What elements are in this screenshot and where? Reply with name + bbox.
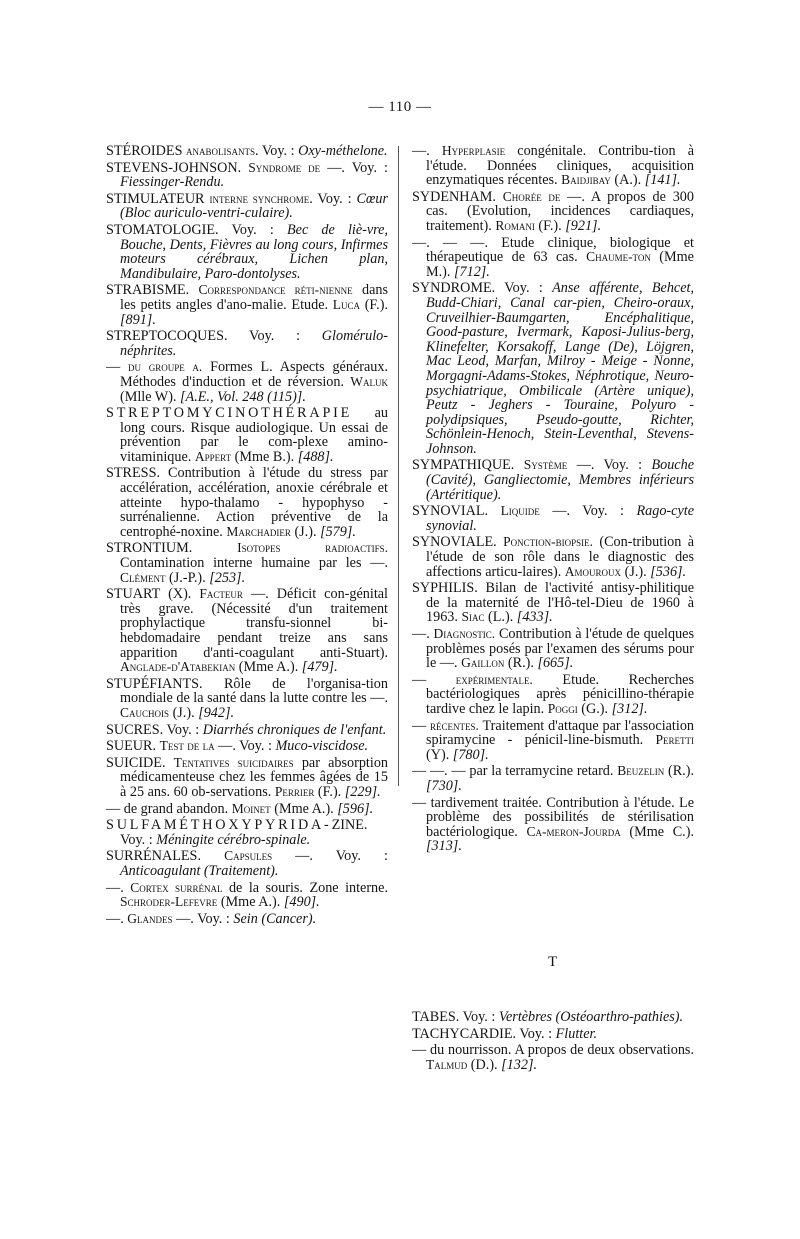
entry-text: SUEUR. [106,738,160,755]
entry-text: —. Voy. : [272,848,388,865]
index-entry [106,541,388,585]
entry-subterm: Isotopes radioactifs. [237,540,388,556]
entry-text: . Voy. : [255,143,299,159]
entry-text: SYNDROME. Voy. : [412,280,553,297]
entry-text: —. [106,879,131,896]
entry-text: — [412,717,431,734]
index-entry [106,329,388,358]
entry-text: Etude. Recherches bactériologiques après pénicillino-thérapie tardive chez le lapin. [426,671,694,717]
entry-reference-italic: Rago-cyte synovial. [426,503,694,534]
entry-text: (Con-tribution à l'étude de son rôle dans le diagnostic des affections articu-laires). [426,534,694,580]
index-entry [412,190,694,234]
entry-reference-italic: [433]. [516,609,553,626]
index-entry [106,406,388,464]
index-entry [106,360,388,404]
entry-reference-italic: [132]. [501,1056,538,1073]
entry-text: STREPTOCOQUES. Voy. : [106,328,322,345]
entry-text: (Mme B.). [231,448,298,465]
entry-text: (Mme A.). [235,659,302,676]
entry-text: (F.). [534,217,566,234]
entry-text: Traitement d'attaque par l'association spiramycine - pénicil-line-bismuth. [426,717,695,749]
entry-text: SYMPATHIQUE. [412,457,524,474]
index-column-right [412,144,694,856]
entry-text: SYNOVIALE. [412,534,504,551]
index-entry [106,466,388,539]
entry-subterm: Syndrome de [248,159,321,175]
entry-text: —. Voy. : [320,159,388,176]
index-entry [106,192,388,221]
entry-subterm: du groupe a. [128,359,203,375]
entry-text: —. Voy. : [539,503,637,520]
index-entry [106,912,388,927]
entry-reference-italic: Oxy-méthelone. [298,143,388,159]
index-entry [106,881,388,910]
entry-text: (R.). [504,655,538,672]
entry-reference-italic: Muco-viscidose. [275,738,369,755]
entry-text: STREPTOMYCINOTHÉRAPIE [106,405,353,422]
entry-subterm: Capsules [224,848,273,864]
page-number: — 110 — [368,99,432,115]
entry-subterm: Ca-meron-Jourda [526,823,621,839]
entry-text: (J.). [621,563,651,580]
entry-subterm: Siac [461,609,485,625]
entry-reference-italic: [229]. [344,783,381,800]
entry-text: SURRÉNALES. [106,848,225,865]
entry-subterm: Beuzelin [617,763,665,779]
entry-reference-italic: Fiessinger-Rendu. [120,174,225,191]
entry-text: STRESS. Contribution à l'étude du stress par accélération, accélération, anoxie cérébrale et atteinte hypo-thalamo - hypophyso - surrénalienne. Action préventive de la centrophé-noxine. [106,465,388,540]
entry-text: STEVENS-JOHNSON. [106,159,249,176]
entry-reference-italic: [921]. [565,217,602,234]
entry-text: STUPÉFIANTS. Rôle de l'organisa-tion mondiale de la santé dans la lutte contre les —. [106,675,388,707]
entry-subterm: Cortex surrénal [130,879,223,895]
entry-text: SUCRES. Voy. : [106,721,203,738]
entry-subterm: Anglade-d'Atabekian [120,659,236,675]
entry-text: —. [412,626,434,642]
entry-subterm: Romani [495,217,535,233]
entry-subterm: Chorée de [502,188,561,204]
entry-text: — du nourrisson. A propos de deux observations. [412,1042,694,1059]
entry-subterm: expérimentale. [455,671,533,687]
index-entry [412,535,694,579]
entry-reference-italic: [A.E., Vol. 248 (115)]. [180,388,306,405]
entry-text: —. [412,143,442,159]
entry-text: SUICIDE. [106,754,174,771]
entry-text: (D.). [467,1056,502,1073]
entry-reference-italic: [780]. [452,746,489,763]
entry-text: (Y). [426,746,453,763]
index-entry [106,677,388,721]
index-entry [412,236,694,280]
entry-subterm: Peretti [655,732,694,748]
entry-text: congénitale. Contribu-tion à l'étude. Données cliniques, acquisition enzymatiques récentes. [426,143,695,189]
entry-text: SULFAMÉTHOXYPYRIDA- [106,817,332,834]
index-entry [412,458,694,502]
entry-text: (Mlle W). [120,388,181,405]
entry-subterm: Correspondance réti-nienne [198,282,353,298]
entry-text: TABES. Voy. : [412,1009,499,1025]
index-entry [106,223,388,281]
entry-text: Formes L. Aspects généraux. Méthodes d'induction et de réversion. [120,359,389,390]
entry-text: — [412,671,456,688]
entry-reference-italic: [579]. [320,523,356,540]
entry-text: STIMULATEUR [106,190,210,207]
index-entry [412,764,694,793]
index-entry [412,504,694,533]
entry-reference-italic: [141]. [644,172,681,189]
entry-text: —. A propos de 300 cas. (Evolution, incidences cardiaques, traitement). [426,188,694,234]
entry-text: — de grand abandon. [106,800,232,817]
entry-text: (R.). [664,763,694,780]
entry-text: TACHYCARDIE. Voy. : [412,1025,556,1042]
entry-reference-italic: [712]. [453,263,490,280]
index-entry [412,1043,694,1072]
entry-subterm: Hyperplasie [441,143,506,158]
entry-subterm: Liquide [500,503,540,519]
entry-subterm: Perrier [274,783,315,799]
index-entry [106,849,388,878]
entry-text: STRONTIUM. [106,540,238,557]
entry-text: (L.). [484,609,517,626]
entry-reference-italic: Méningite cérébro-spinale. [156,831,311,848]
index-column-right-section-t [412,1010,694,1074]
index-entry [106,587,388,675]
entry-text: —. Déficit con-génital très grave. (Nécessité d'un traitement prophylactique transfu-sionnel bi-hebdomadaire pendant treize ans sans apparition d'anti-coagulant anti-Stuart). [120,586,388,661]
entry-subterm: récentes. [430,717,479,733]
entry-subterm: Waluk [350,373,388,389]
entry-subterm: Diagnostic. [433,626,496,641]
entry-subterm: Moinet [231,800,271,816]
entry-text: —. Voy. : [214,738,276,755]
index-entry [412,581,694,625]
index-entry [412,1027,694,1042]
entry-text: (G.). [577,700,612,717]
entry-text: dans les petits angles d'ano-malie. Etude. [120,282,388,313]
entry-subterm: Clément [120,569,166,585]
index-entry [412,281,694,456]
entry-reference-italic: [253]. [209,569,246,586]
entry-subterm: Test de la [159,738,215,754]
entry-subterm: Chaume-ton [586,249,651,265]
entry-subterm: Système [523,457,568,473]
entry-subterm: Appert [194,448,232,464]
entry-text: (Mme A.). [270,800,338,817]
entry-subterm: Talmud [426,1056,468,1072]
index-entry [106,283,388,327]
entry-text: SYDENHAM. [412,188,503,205]
entry-reference-italic: [942]. [198,704,235,721]
entry-reference-italic: [479]. [301,659,338,676]
entry-reference-italic: Sein (Cancer). [233,910,317,927]
index-entry [106,802,388,817]
index-entry [412,627,694,671]
index-entry [412,719,694,763]
entry-reference-italic: [730]. [426,777,462,794]
index-entry [106,756,388,800]
entry-text: —. — —. Etude clinique, biologique et thérapeutique de 63 cas. [412,234,694,266]
entry-subterm: Amouroux [564,563,622,579]
entry-text: Contribution à l'étude de quelques problèmes posés par l'examen des sérums pour le —. [426,626,694,672]
entry-text: STÉROIDES [106,143,187,159]
index-entry [106,723,388,738]
entry-text: SYPHILIS. Bilan de l'activité antisy-philitique de la maternité de l'Hô-tel-Dieu de 1960 à 1963. [412,580,694,626]
entry-text: (Mme C.). [620,823,694,840]
entry-text: (F.). [360,296,389,313]
entry-text: STRABISME. [106,282,199,299]
entry-reference-italic: [891]. [120,311,156,328]
entry-text: — tardivement traitée. Contribution à l'étude. Le problème des possibilités de stérilisation bactériologique. [412,794,694,840]
entry-subterm: Facteur [199,586,243,602]
index-column-left [106,144,388,928]
entry-subterm: Schroder-Lefevre [120,894,218,910]
entry-subterm: interne synchrome [209,190,310,206]
entry-subterm: Marchadier [226,523,291,539]
entry-text: (Mme M.). [426,249,694,280]
entry-text: (J.). [169,704,199,721]
entry-subterm: Poggi [547,700,578,716]
entry-reference-italic: Anse afférente, Behcet, Budd-Chiari, Canal car-pien, Cheiro-oraux, Cruveilhier-Baumgarten, Encéphalitique, Good-pasture, Ivermark, Kaposi-Julius-berg, Klinefelter, Korsakoff, Lange (De), Löjgren, Mac Leod, Marfan, Milroy - Meige - Nonne, Morgagni-Adams-Stokes, Néphrotique, Neuro-psychiatrique, Ombilicale (Artère unique), Peutz - Jeghers - Touraine, Polyuro - polydipsiques, Pseudo-goutte, Richter, Schönlein-Henoch, Stein-Leventhal, Stevens-Johnson. [426,280,695,457]
entry-text: SYNOVIAL. [412,503,501,520]
entry-subterm: Luca [332,296,361,312]
entry-reference-italic: Bec de liè-vre, Bouche, Dents, Fièvres au long cours, Infirmes moteurs cérébraux, Lichen plan, Mandibulaire, Paro-dontolyses. [120,221,388,282]
entry-reference-italic: [488]. [297,448,334,465]
entry-text: STOMATOLOGIE. Voy. : [106,221,287,238]
entry-reference-italic: Vertèbres (Ostéoarthro-pathies). [498,1009,684,1025]
entry-reference-italic: Anticoagulant (Traitement). [120,862,279,879]
entry-text: de la souris. Zone interne. [222,879,388,896]
entry-reference-italic: Flutter. [555,1025,598,1042]
column-divider [398,146,399,786]
entry-text: (Mme A.). [217,894,284,911]
entry-text: . Voy. : [309,190,357,207]
entry-subterm: Glandes [127,910,173,926]
entry-subterm: Cauchois [120,704,170,720]
index-entry [106,739,388,754]
entry-reference-italic: [313]. [426,838,462,855]
index-entry [412,673,694,717]
entry-subterm: Gaillon [461,655,505,671]
entry-text: —. [106,910,128,927]
entry-text: (F.). [314,783,345,800]
entry-text: — [106,359,129,376]
entry-text: — —. — par la terramycine retard. [412,763,618,780]
entry-text: au long cours. Risque audiologique. Un essai de prévention par le com-plexe amino-vitaminique. [120,405,388,465]
entry-reference-italic: [536]. [650,563,687,580]
entry-text: par absorption médicamenteuse chez les femmes âgées de 15 à 25 ans. 60 ob-servations. [120,754,389,800]
entry-subterm: Baidjibay [561,172,611,188]
entry-reference-italic: [312]. [611,700,648,717]
index-entry [412,1010,694,1025]
entry-reference-italic: Cœur (Bloc auriculo-ventri-culaire). [120,190,388,222]
entry-text: (A.). [610,172,645,189]
entry-subterm: anabolisants [186,143,256,158]
entry-reference-italic: Diarrhés chroniques de l'enfant. [202,721,387,738]
entry-text: (J.). [290,523,321,540]
entry-text: STUART (X). [106,586,200,603]
entry-reference-italic: [490]. [283,894,320,911]
index-entry [412,144,694,188]
entry-text: Contamination interne humaine par les —. [120,555,388,572]
entry-text: —. Voy. : [567,457,652,474]
index-entry [106,161,388,190]
index-entry [106,818,388,847]
entry-reference-italic: Bouche (Cavité), Gangliectomie, Membres inférieurs (Artéritique). [426,457,694,503]
entry-text: (J.-P.). [165,569,210,586]
entry-reference-italic: [665]. [537,655,574,672]
index-entry [106,144,388,159]
entry-subterm: Ponction-biopsie. [503,534,593,550]
section-letter-heading: T [548,954,558,970]
index-entry [412,796,694,854]
entry-reference-italic: Glomérulo-néphrites. [120,328,388,359]
entry-text: ZINE. Voy. : [120,817,368,848]
entry-reference-italic: [596]. [337,800,374,817]
entry-text: —. Voy. : [172,910,234,927]
entry-subterm: Tentatives suicidaires [173,754,294,770]
